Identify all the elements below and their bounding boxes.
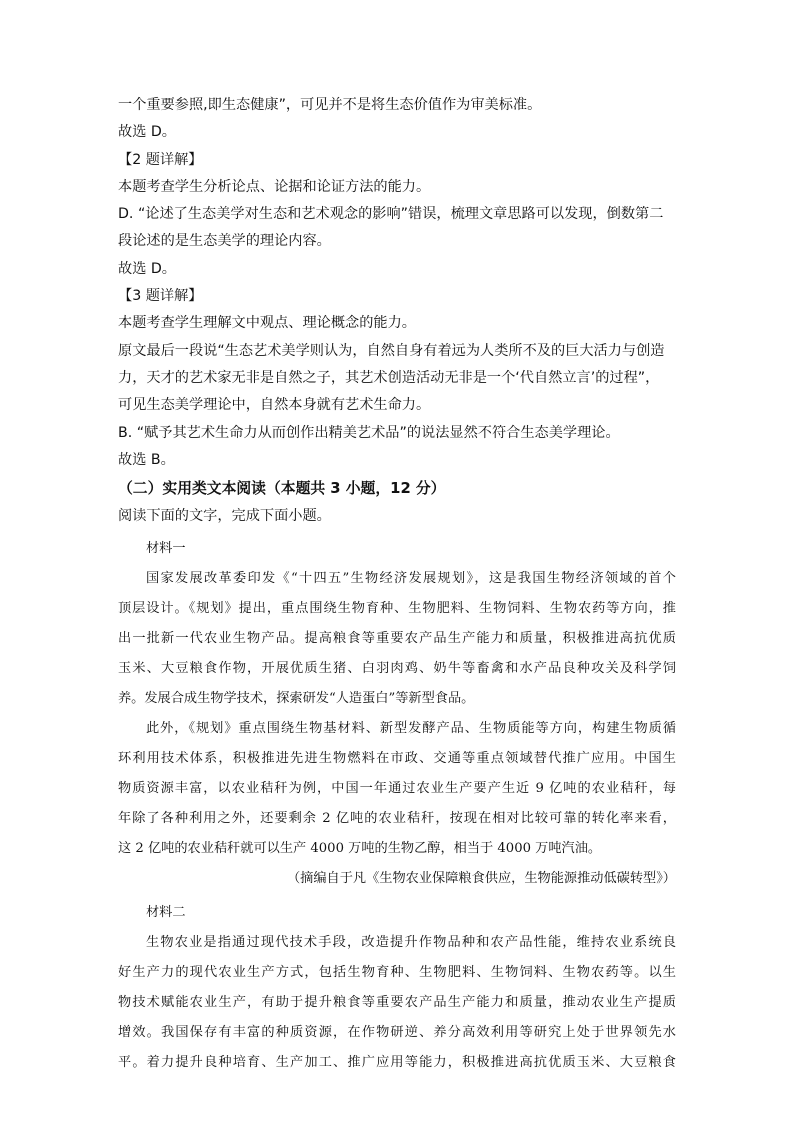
material-two (118, 898, 676, 1078)
text-line: 段论述的是生态美学的理论内容。 (118, 233, 331, 250)
answer-line: 故选 D。 (118, 260, 176, 277)
material-line: 环利用技术体系，积极推进先进生物燃料在市政、交通等重点领域替代推广应用。中国生 (118, 751, 676, 767)
answer-line: 故选 B。 (118, 451, 175, 468)
text-line: 原文最后一段说“生态艺术美学则认为，自然自身有着远为人类所不及的巨大活力与创造 (118, 342, 665, 359)
text-line: 可见生态美学理论中，自然本身就有艺术生命力。 (118, 397, 431, 414)
text-line: D. “论述了生态美学对生态和艺术观念的影响”错误，梳理文章思路可以发现，倒数第二 (118, 206, 664, 223)
text-line: 本题考查学生分析论点、论据和论证方法的能力。 (118, 178, 431, 195)
material-line: 国家发展改革委印发《“十四五”生物经济发展规划》，这是我国生物经济领域的首个 (146, 571, 676, 587)
material-heading: 材料二 (146, 905, 186, 921)
material-line: 生物农业是指通过现代技术手段，改造提升作物品种和农产品性能，维持农业系统良 (146, 935, 676, 951)
material-line: 好生产力的现代农业生产方式，包括生物育种、生物肥料、生物饲料、生物农药等。以生 (118, 965, 676, 981)
section-instruction: 阅读下面的文字，完成下面小题。 (118, 508, 331, 525)
question-heading: 【3 题详解】 (118, 288, 203, 305)
material-source: （摘编自于凡《生物农业保障粮食供应，生物能源推动低碳转型》） (286, 871, 676, 887)
material-line: 养。发展合成生物学技术，探索研发“人造蛋白”等新型食品。 (118, 691, 475, 707)
text-line: 本题考查学生理解文中观点、理论概念的能力。 (118, 315, 416, 332)
material-line: 增效。我国保存有丰富的种质资源，在作物研逆、养分高效利用等研究上处于世界领先水 (118, 1025, 676, 1041)
material-line: 物质资源丰富，以农业秸秆为例，中国一年通过农业生产要产生近 9 亿吨的农业秸秆，每 (118, 781, 676, 797)
text-line: 力，天才的艺术家无非是自然之子，其艺术创造活动无非是一个‘代自然立言’的过程”， (118, 369, 660, 386)
material-line: 顶层设计。《规划》提出，重点围绕生物育种、生物肥料、生物饲料、生物农药等方向，推 (118, 601, 676, 617)
material-heading: 材料一 (146, 541, 186, 557)
material-line: 出一批新一代农业生物产品。提高粮食等重要农产品生产能力和质量，积极推进高抗优质 (118, 631, 676, 647)
material-line: 此外，《规划》重点围绕生物基材料、新型发酵产品、生物质能等方向，构建生物质循 (146, 721, 676, 737)
section-title: （二）实用类文本阅读（本题共 3 小题，12 分） (118, 480, 446, 498)
text-line: 一个重要参照,即生态健康”，可见并不是将生态价值作为审美标准。 (118, 97, 542, 113)
material-one (118, 534, 676, 894)
material-line: 年除了各种利用之外，还要剩余 2 亿吨的农业秸秆，按现在相对比较可靠的转化率来看， (118, 811, 676, 827)
answer-line: 故选 D。 (118, 124, 176, 141)
material-line: 平。着力提升良种培育、生产加工、推广应用等能力，积极推进高抗优质玉米、大豆粮食 (118, 1055, 676, 1071)
material-line: 这 2 亿吨的农业秸秆就可以生产 4000 万吨的生物乙醇，相当于 4000 万吨汽油。 (118, 841, 602, 857)
material-line: 物技术赋能农业生产，有助于提升粮食等重要农产品生产能力和质量，推动农业生产提质 (118, 995, 676, 1011)
explanation-block (118, 92, 676, 474)
question-heading: 【2 题详解】 (118, 151, 203, 168)
text-line: B. “赋予其艺术生命力从而创作出精美艺术品”的说法显然不符合生态美学理论。 (118, 424, 620, 441)
material-line: 玉米、大豆粮食作物，开展优质生猪、白羽肉鸡、奶牛等畜禽和水产品良种攻关及科学饲 (118, 661, 676, 677)
document-page (118, 92, 676, 1078)
